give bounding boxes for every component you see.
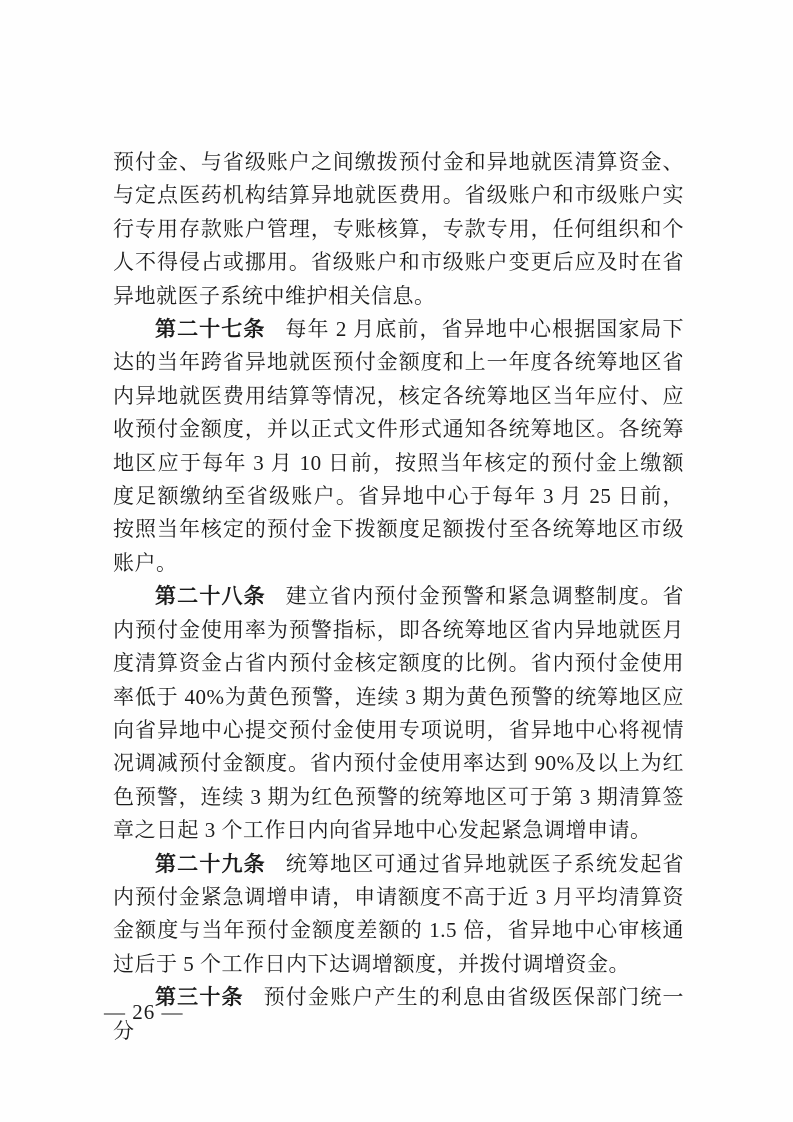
paragraph-continuation — [113, 146, 684, 313]
article-27-heading: 第二十七条 — [155, 318, 266, 342]
paragraph-article-29 — [113, 848, 684, 982]
article-29-heading: 第二十九条 — [155, 852, 266, 876]
paragraph-text: 每年 2 月底前，省异地中心根据国家局下达的当年跨省异地就医预付金额度和上一年度各统筹地区省内异地就医费用结算等情况，核定各统筹地区当年应付、应收预付金额度，并以正式文件形式通知各统筹地区。各统筹地区应于每年 3 月 10 日前，按照当年核定的预付金上缴额度足额缴纳至省级账户。省异地中心于每年 3 月 25 日前，按照当年核定的预付金下拨额度足额拨付至各统筹地区市级账户。 — [113, 317, 685, 575]
paragraph-article-27 — [113, 313, 684, 580]
paragraph-article-30 — [113, 981, 684, 1048]
page-number: — 26 — — [104, 1000, 184, 1024]
paragraph-text: 预付金、与省级账户之间缴拨预付金和异地就医清算资金、与定点医药机构结算异地就医费用。省级账户和市级账户实行专用存款账户管理，专账核算，专款专用，任何组织和个人不得侵占或挪用。省级账户和市级账户变更后应及时在省异地就医子系统中维护相关信息。 — [113, 150, 684, 308]
paragraph-article-28 — [113, 580, 684, 847]
article-30-heading: 第三十条 — [155, 986, 244, 1010]
article-28-heading: 第二十八条 — [155, 585, 266, 609]
paragraph-text: 建立省内预付金预警和紧急调整制度。省内预付金使用率为预警指标，即各统筹地区省内异地就医月度清算资金占省内预付金核定额度的比例。省内预付金使用率低于 40%为黄色预警，连续 3 期为黄色预警的统筹地区应向省异地中心提交预付金使用专项说明，省异地中心将视情况调减预付金额度。省内预付金使用率达到 90%及以上为红色预警，连续 3 期为红色预警的统筹地区可于第 3 期清算签章之日起 3 个工作日内向省异地中心发起紧急调增申请。 — [113, 584, 685, 843]
paragraph-text: 统筹地区可通过省异地就医子系统发起省内预付金紧急调增申请，申请额度不高于近 3 月平均清算资金额度与当年预付金额度差额的 1.5 倍，省异地中心审核通过后于 5 个工作日内下达调增额度，并拨付调增资金。 — [113, 851, 685, 976]
paragraph-text: 预付金账户产生的利息由省级医保部门统一分 — [113, 985, 685, 1043]
body-text — [113, 146, 684, 1048]
